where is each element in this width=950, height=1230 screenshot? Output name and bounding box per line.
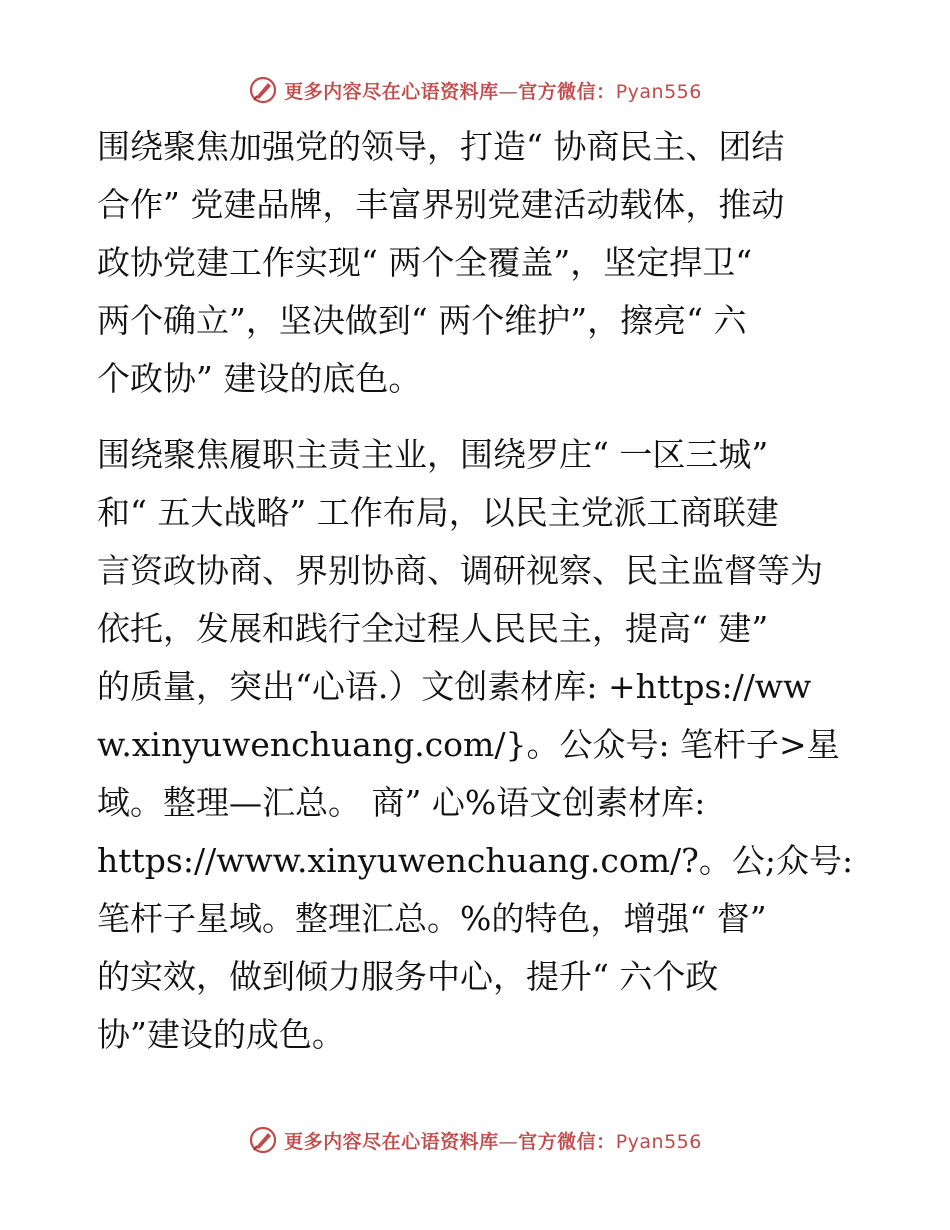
quill-pen-logo-icon bbox=[248, 1125, 278, 1155]
text-line: 的实效，做到倾力服务中心，提升“ 六个政 bbox=[97, 957, 719, 996]
document-body bbox=[97, 118, 857, 1082]
text-line: 协”建设的成色。 bbox=[97, 1015, 345, 1054]
text-line: 合作” 党建品牌，丰富界别党建活动载体，推动 bbox=[97, 185, 785, 224]
text-line: 的质量，突出“心语.）文创素材库: +https://ww bbox=[97, 667, 812, 706]
footer-account-id: Pyan556 bbox=[615, 1130, 702, 1153]
text-line: 和“ 五大战略” 工作布局，以民主党派工商联建 bbox=[97, 493, 779, 532]
text-line: 围绕聚焦履职主责主业，围绕罗庄“ 一区三城” bbox=[97, 435, 769, 474]
text-line: 政协党建工作实现“ 两个全覆盖”，坚定捍卫“ bbox=[97, 243, 753, 282]
footer-account-prefix: 官方微信： bbox=[518, 1130, 616, 1153]
footer-watermark-banner bbox=[0, 1120, 950, 1160]
text-line: 笔杆子星域。整理汇总。%的特色，增强“ 督” bbox=[97, 899, 767, 938]
paragraph-1 bbox=[97, 118, 857, 408]
text-line: https://www.xinyuwenchuang.com/?。公;众号: bbox=[97, 841, 854, 880]
header-account-prefix: 官方微信： bbox=[518, 80, 616, 103]
header-watermark-banner bbox=[0, 70, 950, 110]
quill-pen-logo-icon bbox=[248, 75, 278, 105]
text-line: 域。整理—汇总。 商” 心%语文创素材库: bbox=[97, 783, 706, 822]
text-line: 依托，发展和践行全过程人民民主，提高“ 建” bbox=[97, 609, 769, 648]
text-line: w.xinyuwenchuang.com/}。公众号: 笔杆子>星 bbox=[97, 725, 840, 764]
text-line: 个政协” 建设的底色。 bbox=[97, 359, 422, 398]
header-separator: — bbox=[498, 80, 519, 103]
text-line: 围绕聚焦加强党的领导，打造“ 协商民主、团结 bbox=[97, 127, 785, 166]
header-account-id: Pyan556 bbox=[615, 80, 702, 103]
paragraph-2 bbox=[97, 426, 857, 1064]
header-site-text: 更多内容尽在心语资料库 bbox=[284, 80, 499, 103]
footer-site-text: 更多内容尽在心语资料库 bbox=[284, 1130, 499, 1153]
header-watermark-text bbox=[284, 77, 702, 104]
text-line: 两个确立”，坚决做到“ 两个维护”，擦亮“ 六 bbox=[97, 301, 747, 340]
footer-watermark-text bbox=[284, 1127, 702, 1154]
text-line: 言资政协商、界别协商、调研视察、民主监督等为 bbox=[97, 551, 823, 590]
footer-separator: — bbox=[498, 1130, 519, 1153]
